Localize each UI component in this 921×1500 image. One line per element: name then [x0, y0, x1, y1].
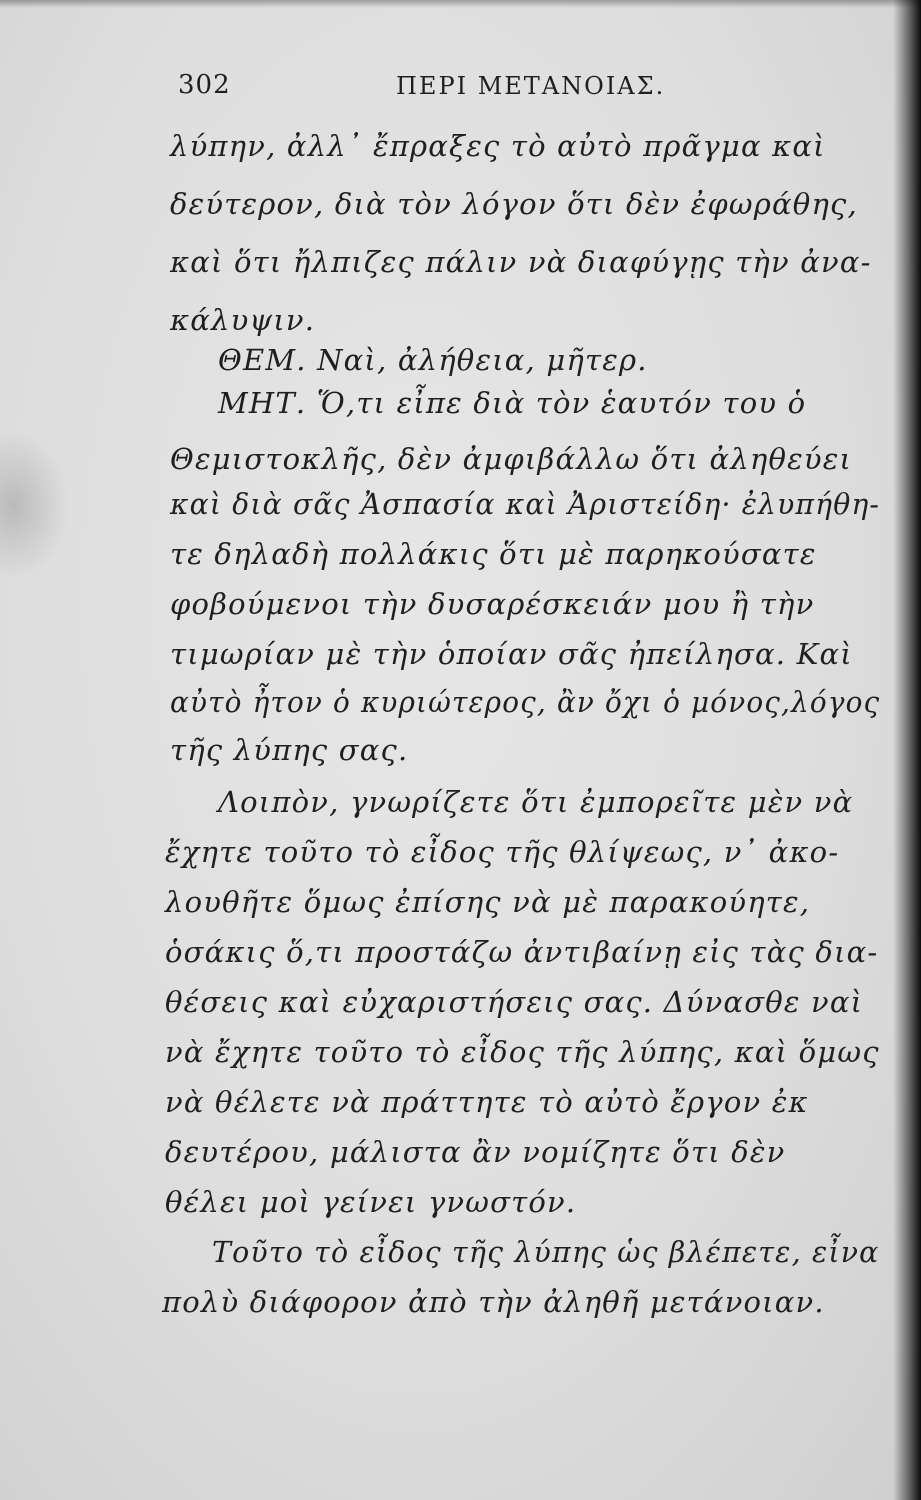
- text-line: νὰ θέλετε νὰ πράττητε τὸ αὐτὸ ἔργον ἐκ: [165, 1085, 809, 1119]
- text-line: λύπην, ἀλλ᾽ ἔπραξες τὸ αὐτὸ πρᾶγμα καὶ: [170, 129, 826, 163]
- text-line: τῆς λύπης σας.: [170, 733, 409, 767]
- text-line: λουθῆτε ὅμως ἐπίσης νὰ μὲ παρακούητε,: [165, 885, 811, 919]
- page-number: 302: [178, 70, 231, 100]
- text-line: ἔχητε τοῦτο τὸ εἶδος τῆς θλίψεως, ν᾽ ἀκο-: [165, 835, 840, 869]
- text-line: θέλει μοὶ γείνει γνωστόν.: [165, 1185, 577, 1219]
- paragraph-start-line: Λοιπὸν, γνωρίζετε ὅτι ἐμπορεῖτε μὲν νὰ: [218, 785, 854, 819]
- text-line: πολὺ διάφορον ἀπὸ τὴν ἀληθῆ μετάνοιαν.: [162, 1285, 825, 1319]
- speaker-line: ΘΕΜ. Ναὶ, ἀλήθεια, μῆτερ.: [218, 343, 648, 377]
- text-line: καὶ διὰ σᾶς Ἀσπασία καὶ Ἀριστείδη· ἐλυπήθη-: [170, 487, 881, 521]
- text-line: καὶ ὅτι ἤλπιζες πάλιν νὰ διαφύγῃς τὴν ἀνα-: [170, 245, 872, 279]
- page-top-edge-shadow: [0, 0, 921, 8]
- speaker-line: ΜΗΤ. Ὅ,τι εἶπε διὰ τὸν ἑαυτόν του ὁ: [218, 386, 807, 420]
- text-line: θέσεις καὶ εὐχαριστήσεις σας. Δύνασθε ναὶ: [165, 985, 864, 1019]
- text-line: τιμωρίαν μὲ τὴν ὁποίαν σᾶς ἠπείλησα. Καὶ: [170, 637, 853, 671]
- text-line: τε δηλαδὴ πολλάκις ὅτι μὲ παρηκούσατε: [170, 537, 817, 571]
- page-stain: [0, 430, 70, 580]
- text-line: δευτέρου, μάλιστα ἂν νομίζητε ὅτι δὲν: [165, 1135, 786, 1169]
- text-line: Θεμιστοκλῆς, δὲν ἀμφιβάλλω ὅτι ἀληθεύει: [170, 442, 853, 476]
- text-line: αὐτὸ ἦτον ὁ κυριώτερος, ἂν ὄχι ὁ μόνος,λόγος: [170, 685, 881, 719]
- running-title: ΠΕΡΙ ΜΕΤΑΝΟΙΑΣ.: [396, 72, 666, 100]
- text-line: φοβούμενοι τὴν δυσαρέσκειάν μου ἢ τὴν: [170, 587, 815, 621]
- text-line: δεύτερον, διὰ τὸν λόγον ὅτι δὲν ἐφωράθης,: [170, 187, 858, 221]
- text-line: κάλυψιν.: [170, 303, 316, 337]
- binding-shadow: [893, 0, 921, 1500]
- page-header: [178, 70, 848, 110]
- text-line: ὁσάκις ὅ,τι προστάζω ἀντιβαίνῃ εἰς τὰς δια-: [165, 935, 879, 969]
- text-line: νὰ ἔχητε τοῦτο τὸ εἶδος τῆς λύπης, καὶ ὅμως: [165, 1035, 880, 1069]
- paragraph-start-line: Τοῦτο τὸ εἶδος τῆς λύπης ὡς βλέπετε, εἶνα: [212, 1235, 880, 1269]
